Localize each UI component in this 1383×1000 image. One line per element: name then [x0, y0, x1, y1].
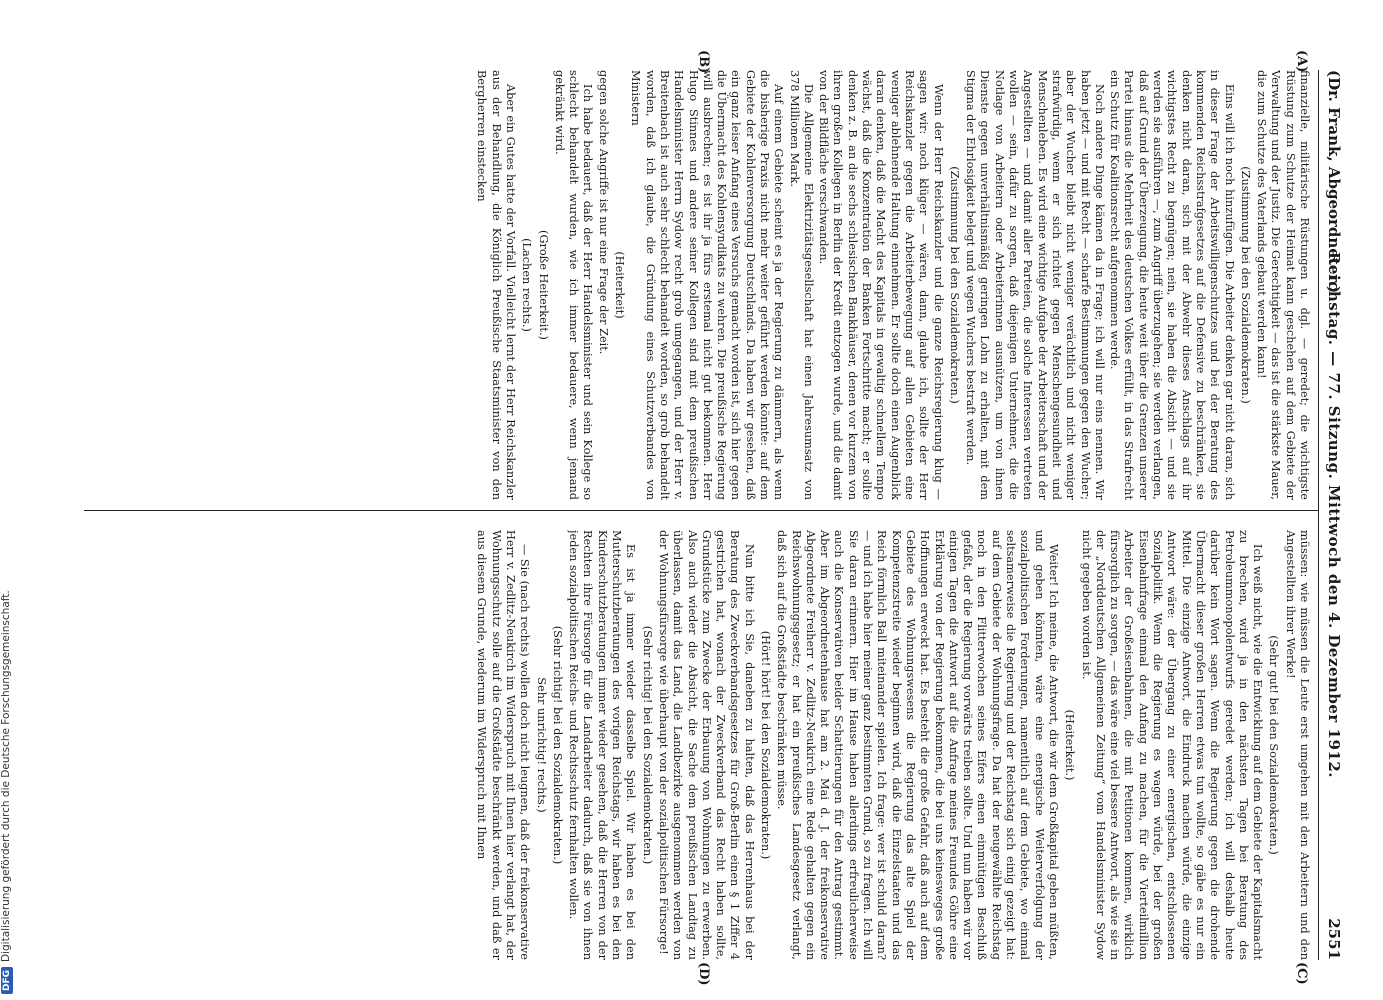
interjection: (Heiterkeit.): [1063, 709, 1077, 781]
paragraph: Weiter! Ich meine, die Antwort, die wir dem Großkapital geben müßten, und geben könnten, wäre eine energische Weiterverfolgung der sozialpolitischen Forderungen, namentlich auf dem Gebiete, wo einmal seltsamerweise die Regierung und der Reichstag sich einig gezeigt hat: auf dem Gebiete der Wohnungsfrage. Da hat der neugewählte Reichstag noch in den Flitterwochen seines Eifers einen einmütigen Beschluß gefaßt, der die Regierung vorwärts treiben sollte. Und nun haben wir vor einigen Tagen die Antwort auf die Anfrage meines Freundes Göhre eine Erklärung von der Regierung bekommen, die bei uns keinesweges große Hoffnungen erweckt hat. Es besteht die große Gefahr, daß auch auf dem Gebiete des Wohnungswesens die Regierung das alte Spiel der Kompetenzstreite wieder beginnen wird, daß die Einzelstaaten und das Reich förmlich Ball miteinander spielen. Ich frage: wer ist schuld daran? — und ich habe hier meiner ganz bestimmten Grund, so zu fragen. Ich will Sie daran erinnern. Hier im Hause haben allerdings erfreulicherweise auch die Konservativen beider Schattierungen für den Antrag gestimmt. Aber im Abgeordnetenhause hat am 2. Mai d. J. der freikonservative Abgeordnete Freiherr v. Zedlitz-Neukirch eine Rede gehalten gegen ein Reichswohnungsgesetz; er hat ein preußisches Landesgesetz verlangt, daß sich auf die Großstädte beschränken müsse.: [775, 530, 1060, 960]
paragraph: gegen solche Angriffe ist nur eine Frage der Zeit.: [596, 70, 610, 355]
interjection: (Hört! hört! bei den Sozialdemokraten.): [759, 630, 773, 860]
paragraph: Ich weiß nicht, wie die Entwicklung auf dem Gebiete der Kapitalsmacht zu brechen, wird ja in den nächsten Tagen bei Beratung des Petroleummonopolentwurfs geredet werden; ich will deshalb heute darüber kein Wort sagen. Wenn die Regierung gegen die drohende Übermacht dieser großen Herren etwas tun wollte, so gäbe es nur ein Mittel. Die einzige Antwort, die Eindruck machen würde, die einzige Antwort wäre: der Übergang zu einer energischen, entschlossenen Sozialpolitik. Wenn die Regierung es wagen würde, bei der großen Eisenbahnfrage einmal den Anfang zu machen, für die Vierteilmillion Arbeiter der Großeisenbahnen, die mit Petitionen kommen, wirklich fürsorglich zu sorgen, — das wäre eine viel bessere Antwort, als wie sie in der „Norddeutschen Allgemeinen Zeitung“ vom Handelsminister Sydow nicht gegeben worden ist.: [1079, 530, 1265, 960]
paragraph: Die Allgemeine Elektrizitätsgesellschaft hat einen Jahresumsatz von 378 Millionen Mark.: [787, 70, 815, 500]
speaker-header: (Dr. Frank, Abgeordneter.): [1325, 70, 1343, 294]
interjection: (Lachen rechts.): [520, 238, 534, 332]
margin-letter-d: (D): [696, 962, 711, 986]
interjection: (Sehr richtig! bei den Sozialdemokraten.): [640, 625, 654, 865]
paragraph: Wenn der Herr Reichskanzler und die ganze Reichsregierung klug — sagen wir: noch klüger — wären, dann, glaube ich, sollte der Herr Reichskanzler gegen die Arbeiterbewegung auf allen Gebieten eine weniger ablehnende Haltung einnehmen. Er sollte doch einen Augenblick daran denken, daß die Macht des Kapitals in gewaltig schnellem Tempo wächst, daß die Konzentration der Banken Fortschritte macht; er sollte denken z. B. an die sechs schlesischen Bankhäuser, denen vor kurzem von ihren großen Kollegen in Berlin der Kredit entzogen wurde, und die damit von der Bildfläche verschwanden.: [817, 70, 945, 500]
page-number: 2551: [1325, 918, 1343, 960]
dfg-logo: DFG: [1, 967, 13, 994]
interjection: Sehr unrichtig! rechts.): [534, 677, 548, 813]
paragraph: Ich habe bedauert, daß der Herr Handelsminister und sein Kollege so schlecht behandelt wurden, wie ich immer bedauere, wenn jemand gekränkt wird.: [552, 70, 595, 500]
paragraph: Nun bitte ich Sie, daneben zu halten, daß das Herrenhaus bei der Beratung des Zweckverbandsgesetzes für Groß-Berlin einen § 1 Ziffer 4 gestrichen hat, wonach der Zweckverband das Recht haben sollte, Grundstücke zum Zwecke der Erbauung von Wohnungen zu erwerben. Also auch wieder die Absicht, die Sache dem preußischen Landtag zu überlassen, damit das Land, die Landbezirke ausgenommen werden von der Wohnungsfürsorge wie überhaupt von der sozialpolitischen Fürsorge!: [656, 530, 756, 960]
right-column: [71, 530, 1311, 960]
paragraph: müssen: wie müssen die Leute erst umgehen mit den Arbeitern und den Angestellten ihrer Werke!: [1283, 530, 1311, 960]
column-divider: [84, 510, 1319, 511]
margin-letter-c: (C): [1294, 962, 1309, 985]
paragraph: Es ist ja immer wieder dasselbe Spiel. Wir haben es bei den Mutterschutzberatungen des vorigen Reichstags, wir haben es bei den Kinderschutzberatungen immer wieder gesehen, daß die Herren von der Rechten ihre Fürsorge für die Landarbeiter dadurch, daß sie von ihnen jeden sozialpolitischen Reichs- und Rechtsschutz fernhalten wollen.: [567, 530, 638, 960]
left-column: [71, 70, 1311, 500]
interjection: (Große Heiterkeit.): [536, 230, 550, 340]
margin-letter-b: (B): [696, 50, 711, 74]
page-title: Reichstag. — 77. Sitzung. Mittwoch den 4. Dezember 1912.: [1325, 251, 1343, 779]
paragraph: Eins will ich noch hinzufügen. Die Arbeiter denken gar nicht daran, sich in dieser Frage der Arbeitswilligenschutzes und bei der Beratung des kommenden Reichsstrafgesetzes auf die Defensive zu beschränken, sie denken nicht daran, sich mit der Abwehr dieses Anschlags auf ihr wichtigstes Recht zu begnügen; nein, sie haben die Absicht — und sie werden sie ausführen —, zum Angriff überzugehen; sie werden verlangen, daß auf Grund der Überzeugung, die heute weit über die Grenzen unserer Partei hinaus die Mehrheit des deutschen Volkes erfüllt, in das Strafrecht ein Schutz für Koalitionsrecht aufgenommen werde.: [1108, 70, 1236, 500]
paragraph: Auf einem Gebiete scheint es ja der Regierung zu dämmern, als wenn die bisherige Praxis nicht mehr weiter geführt werden könnte: auf dem Gebiete der Kohlenversorgung Deutschlands. Da haben wir gesehen, daß ein ganz leiser Anfang eines Versuchs gemacht worden ist, sich hier gegen die Übermacht des Kohlensyndikats zu wehren. Die preußische Regierung will ausbrechen; es ist ihr ja fürs erstemal nicht gut bekommen. Herr Hugo Stinnes und andere seiner Kollegen sind mit dem preußischen Handelsminister Herrn Sydow recht grob umgegangen, und der Herr v. Breitenbach ist auch sehr schlecht behandelt worden, so grob behandelt worden, daß ich glaube, die Gründung eines Schutzverbandes von Ministern: [629, 70, 786, 500]
interjection: (Heiterkeit): [613, 251, 627, 319]
interjection: (Sehr richtig! bei den Sozialdemokraten.): [550, 625, 564, 865]
interjection: (Sehr gut! bei den Sozialdemokraten.): [1267, 635, 1281, 855]
paragraph: Aber ein Gutes hatte der Vorfall. Vielleicht lernt der Herr Reichskanzler aus der Behandlung, die Königlich Preußische Staatsminister von den Bergherren einstecken: [475, 70, 517, 500]
paragraph: — Sie (nach rechts) wollen doch nicht leugnen, daß der freikonservative Herr v. Zedlitz-Neukirch im Widerspruch mit Ihnen hier verlangt hat, der Wohnungsschutz solle auf die Großstädte beschränkt werden, und daß er aus diesem Grunde, wiederum im Widerspruch mit Ihnen: [475, 530, 532, 960]
footer: [0, 4, 22, 994]
margin-letter-a: (A): [1294, 50, 1309, 73]
footer-text: Digitalisierung gefördert durch die Deutsche Forschungsgemeinschaft.: [0, 590, 12, 962]
header-rule: [1318, 70, 1319, 960]
paragraph: Noch andere Dinge kämen da in Frage; ich will nur eins nennen. Wir haben jetzt — und mit Recht — scharfe Bestimmungen gegen den Wucher; aber der Wucher bleibt nicht weniger verächtlich und nicht weniger strafwürdig, wenn er sich richtet gegen Menschengesundheit und Menschenleben. Es wird eine wichtige Aufgabe der Arbeiterschaft und der Angestellten — und damit aller Parteien, die solche Interessen vertreten wollen — sein, dafür zu sorgen, daß diejenigen Unternehmer, die die Notlage von Arbeitern oder Arbeiterinnen ausnützen, um von ihnen Dienste gegen unverhältnismäßig geringen Lohn zu erhalten, mit dem Stigma der Ehrlosigkeit belegt und wegen Wuchers bestraft werden.: [964, 70, 1106, 500]
footer-line: [0, 4, 22, 994]
interjection: (Zustimmung bei den Sozialdemokraten.): [1238, 166, 1252, 404]
paragraph: finanzielle, militärische Rüstungen u. dgl. — geredet; die wichtigste Rüstung zum Schutze der Heimat kann geschehen auf dem Gebiete der Verwaltung und der Justiz. Die Gerechtigkeit — das ist die stärkste Mauer, die zum Schutze des Vaterlands gebaut werden kann!: [1255, 70, 1311, 500]
interjection: (Zustimmung bei den Sozialdemokraten.): [947, 166, 961, 404]
